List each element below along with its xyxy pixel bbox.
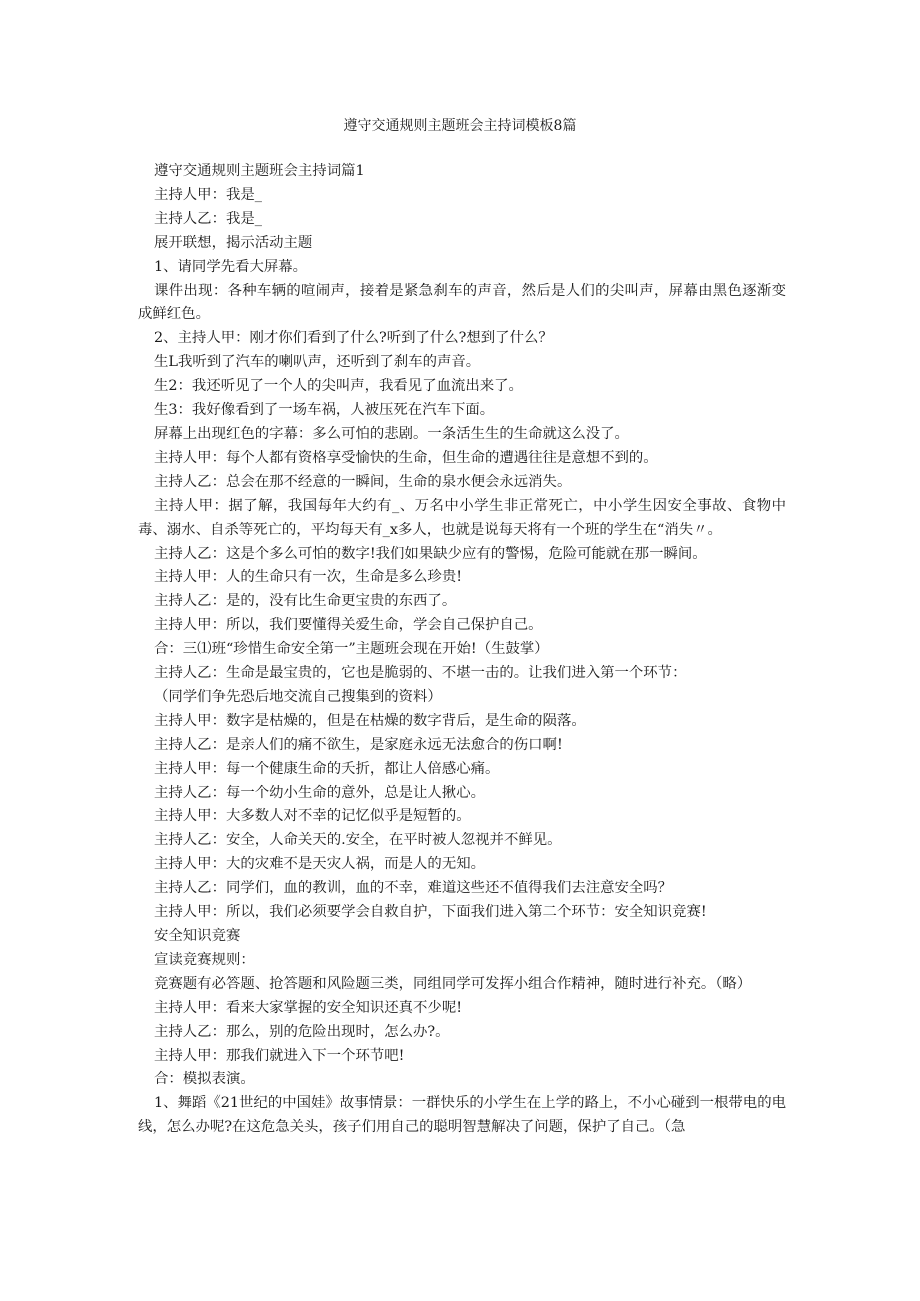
paragraph: 主持人甲：那我们就进入下一个环节吧!: [154, 1047, 405, 1064]
paragraph: 主持人乙：生命是最宝贵的，它也是脆弱的、不堪一击的。让我们进入第一个环节：: [154, 665, 687, 682]
paragraph: 主持人甲：所以，我们必须要学会自救自护，下面我们进入第二个环节：安全知识竞赛!: [154, 904, 707, 921]
document-title: 遵守交通规则主题班会主持词模板8篇: [343, 118, 577, 134]
paragraph: 主持人乙：这是个多么可怕的数字!我们如果缺少应有的警惕，危险可能就在那一瞬间。: [154, 545, 707, 562]
paragraph: 主持人乙：那么，别的危险出现时，怎么办?。: [154, 1023, 450, 1040]
paragraph: 宣读竞赛规则：: [154, 951, 255, 968]
paragraph: 主持人乙：是亲人们的痛不欲生，是家庭永远无法愈合的伤口啊!: [154, 736, 563, 753]
paragraph: 主持人乙：每一个幼小生命的意外，总是让人揪心。: [154, 784, 485, 801]
paragraph: 主持人甲：大多数人对不幸的记忆似乎是短暂的。: [154, 808, 471, 825]
paragraph: 1、舞蹈《21世纪的中国娃》故事情景：一群快乐的小学生在上学的路上，不小心碰到一根带电的电线，怎么办呢?在这危急关头，孩子们用自己的聪明智慧解决了问题，保护了自己。（急: [138, 1095, 786, 1136]
paragraph: 主持人乙：是的，没有比生命更宝贵的东西了。: [154, 593, 457, 610]
paragraph: （同学们争先恐后地交流自己搜集到的资料）: [154, 688, 442, 705]
paragraph: 生2：我还听见了一个人的尖叫声，我看见了血流出来了。: [154, 378, 523, 395]
section-heading: 安全知识竞赛: [154, 928, 241, 944]
paragraph: 合：模拟表演。: [154, 1071, 255, 1088]
paragraph: 主持人甲：人的生命只有一次，生命是多么珍贵!: [154, 569, 462, 586]
paragraph: 主持人甲：每个人都有资格享受愉快的生命，但生命的遭遇往往是意想不到的。: [154, 449, 658, 466]
paragraph: 主持人甲：数字是枯燥的，但是在枯燥的数字背后，是生命的陨落。: [154, 712, 586, 729]
document-body: [138, 160, 786, 1140]
paragraph: 主持人甲：大的灾难不是天灾人祸，而是人的无知。: [154, 856, 485, 873]
paragraph: 生L我听到了汽车的喇叭声，还听到了刹车的声音。: [154, 354, 481, 371]
paragraph: 竞赛题有必答题、抢答题和风险题三类，同组同学可发挥小组合作精神，随时进行补充。（略）: [154, 975, 752, 992]
section-heading: 展开联想，揭示活动主题: [154, 234, 313, 251]
paragraph: 主持人甲：我是_: [154, 186, 262, 203]
paragraph: 主持人乙：我是_: [154, 210, 262, 227]
paragraph: 主持人乙：总会在那不经意的一瞬间，生命的泉水便会永远消失。: [154, 473, 572, 490]
paragraph: 主持人甲：每一个健康生命的夭折，都让人倍感心痛。: [154, 760, 500, 777]
paragraph: 课件出现：各种车辆的喧闹声，接着是紧急刹车的声音，然后是人们的尖叫声，屏幕由黑色逐渐变成鲜红色。: [138, 282, 786, 323]
paragraph: 主持人乙：同学们，血的教训，血的不幸，难道这些还不值得我们去注意安全吗？: [154, 880, 673, 897]
paragraph: 2、主持人甲：刚才你们看到了什么?听到了什么?想到了什么？: [154, 330, 553, 347]
paragraph: 1、请同学先看大屏幕。: [154, 258, 308, 275]
paragraph: 生3：我好像看到了一场车祸，人被压死在汽车下面。: [154, 402, 495, 419]
paragraph: 合：三⑴班“珍惜生命安全第一”主题班会现在开始!（生鼓掌）: [154, 641, 549, 658]
paragraph: 主持人甲：所以，我们要懂得关爱生命，学会自己保护自己。: [154, 617, 543, 634]
paragraph: 主持人甲：据了解，我国每年大约有_、万名中小学生非正常死亡，中小学生因安全事故、食物中毒、溺水、自杀等死亡的，平均每天有_x多人，也就是说每天将有一个班的学生在“消失〃。: [138, 497, 786, 538]
paragraph: 主持人甲：看来大家掌握的安全知识还真不少呢!: [154, 999, 462, 1016]
paragraph: 主持人乙：安全，人命关天的.安全，在平时被人忽视并不鲜见。: [154, 832, 562, 849]
paragraph: 屏幕上出现红色的字幕：多么可怕的悲剧。一条活生生的生命就这么没了。: [154, 425, 629, 442]
heading-article-1: 遵守交通规则主题班会主持词篇1: [154, 163, 365, 179]
